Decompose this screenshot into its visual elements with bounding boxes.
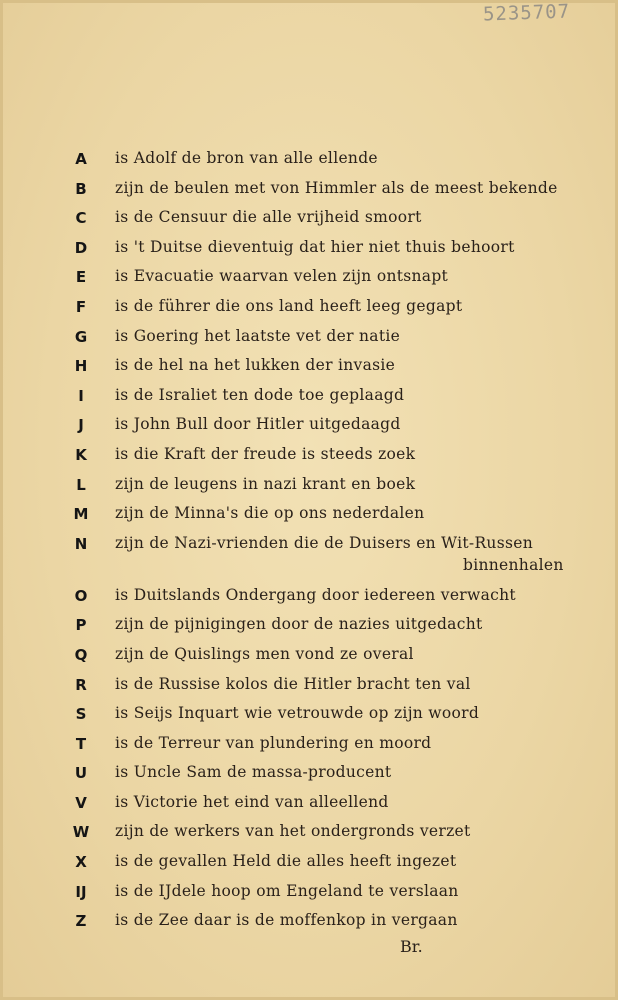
poem-letter: IJ [75, 882, 87, 901]
poem-line [0, 267, 618, 297]
poem-verse [115, 208, 422, 226]
poem-verse-text: is 't Duitse dieventuig dat hier niet thuis behoort [115, 237, 515, 256]
poem-verse-continuation: binnenhalen [463, 555, 564, 574]
poem-verse-text: is de führer die ons land heeft leeg gegapt [115, 296, 463, 315]
poem-verse-text: is John Bull door Hitler uitgedaagd [115, 415, 401, 434]
poem-line [0, 149, 618, 179]
poem-letter: C [75, 209, 87, 228]
poem-verse-text: is Goering het laatste vet der natie [115, 326, 401, 345]
poem-verse-text: is de Terreur van plundering en moord [115, 733, 432, 752]
poem-letter: D [74, 238, 88, 257]
poem-verse-text: zijn de Minna's die op ons nederdalen [115, 504, 425, 523]
poem-verse-text: zijn de leugens in nazi krant en boek [115, 474, 416, 493]
poem-letter: I [78, 386, 84, 405]
poem-line [0, 882, 618, 912]
poem-verse-text: is de Israliet ten dode toe geplaagd [115, 385, 405, 404]
poem-verse [115, 179, 558, 197]
poem-letter: M [73, 505, 89, 524]
poem-verse-text: is Adolf de bron van alle ellende [115, 149, 378, 167]
poem-verse-text: is die Kraft der freude is steeds zoek [115, 444, 416, 463]
poem-letter: F [75, 297, 87, 316]
poem-verse [115, 327, 400, 345]
poem-verse-text: is de IJdele hoop om Engeland te verslaan [115, 881, 459, 900]
poem-verse [115, 586, 516, 604]
poem-line [0, 645, 618, 675]
poem-verse [115, 415, 401, 433]
poem-verse [115, 267, 448, 285]
alphabet-poem [0, 149, 618, 941]
poem-line [0, 356, 618, 386]
poem-verse-text: zijn de Quislings men vond ze overal [115, 644, 414, 663]
poem-line [0, 852, 618, 882]
poem-letter: X [75, 853, 87, 872]
poem-line [0, 386, 618, 416]
poem-line [0, 208, 618, 238]
poem-letter: R [75, 675, 87, 694]
poem-verse-text: is Evacuatie waarvan velen zijn ontsnapt [115, 267, 449, 286]
poem-verse [115, 645, 414, 663]
poem-line [0, 793, 618, 823]
poem-verse [115, 734, 431, 752]
poem-letter: T [75, 734, 87, 753]
poem-verse-text: is de Zee daar is de moffenkop in vergaan [115, 911, 458, 930]
poem-line [0, 297, 618, 327]
poem-line [0, 763, 618, 793]
poem-line [0, 534, 618, 586]
poem-verse-text: is de gevallen Held die alles heeft ingezet [115, 852, 457, 871]
poem-verse [115, 534, 564, 574]
poem-verse-text: zijn de pijnigingen door de nazies uitgedacht [115, 615, 483, 634]
poem-verse [115, 852, 456, 870]
poem-letter: O [74, 586, 88, 605]
poem-verse [115, 149, 378, 167]
poem-line [0, 734, 618, 764]
poem-line [0, 586, 618, 616]
poem-verse [115, 704, 479, 722]
poem-line [0, 504, 618, 534]
archive-number: 5235707 [482, 0, 571, 26]
poem-letter: K [75, 445, 87, 464]
poem-verse [115, 356, 395, 374]
poem-line [0, 704, 618, 734]
poem-verse [115, 882, 459, 900]
poem-verse [115, 386, 404, 404]
poem-verse-text: is de hel na het lukken der invasie [115, 356, 396, 375]
poem-verse [115, 475, 415, 493]
poem-letter: L [76, 475, 86, 494]
poem-verse-text: zijn de werkers van het ondergronds verzet [115, 822, 471, 841]
poem-line [0, 675, 618, 705]
poem-letter: W [72, 823, 90, 842]
poem-verse [115, 675, 471, 693]
poem-verse [115, 911, 458, 929]
poem-letter: S [75, 705, 87, 724]
poem-letter: Q [74, 645, 88, 664]
poem-letter: J [78, 416, 84, 435]
poem-verse-text: zijn de Nazi-vrienden die de Duisers en Wit-Russen [115, 533, 533, 552]
poem-verse [115, 297, 462, 315]
poem-letter: E [75, 268, 87, 287]
poem-verse-text: is Seijs Inquart wie vetrouwde op zijn woord [115, 704, 480, 723]
poem-verse-text: is de Censuur die alle vrijheid smoort [115, 208, 422, 227]
poem-line [0, 238, 618, 268]
poem-letter: B [75, 179, 87, 198]
poem-line [0, 415, 618, 445]
poem-letter: N [74, 534, 88, 553]
poem-line [0, 615, 618, 645]
poem-line [0, 445, 618, 475]
poem-verse [115, 793, 389, 811]
poem-verse [115, 504, 424, 522]
poem-line [0, 475, 618, 505]
poem-verse-text: zijn de beulen met von Himmler als de meest bekende [115, 178, 558, 197]
poem-line [0, 822, 618, 852]
poem-verse [115, 822, 471, 840]
poem-verse-text: is Duitslands Ondergang door iedereen verwacht [115, 585, 516, 604]
poem-letter: V [75, 793, 87, 812]
poem-verse-text: is Victorie het eind van alleellend [115, 792, 389, 811]
poem-verse [115, 615, 483, 633]
poem-letter: A [75, 150, 87, 168]
poem-letter: U [74, 764, 88, 783]
poem-letter: H [74, 357, 88, 376]
poem-verse-text: is Uncle Sam de massa-producent [115, 763, 392, 782]
poem-verse [115, 238, 515, 256]
poem-letter: G [74, 327, 88, 346]
poem-letter: Z [75, 912, 87, 931]
poem-verse [115, 445, 415, 463]
poem-verse [115, 763, 391, 781]
poem-line [0, 327, 618, 357]
poem-line [0, 911, 618, 941]
poem-line [0, 179, 618, 209]
signature: Br. [400, 937, 423, 956]
poem-verse-text: is de Russise kolos die Hitler bracht ten val [115, 674, 471, 693]
poem-letter: P [75, 616, 87, 635]
